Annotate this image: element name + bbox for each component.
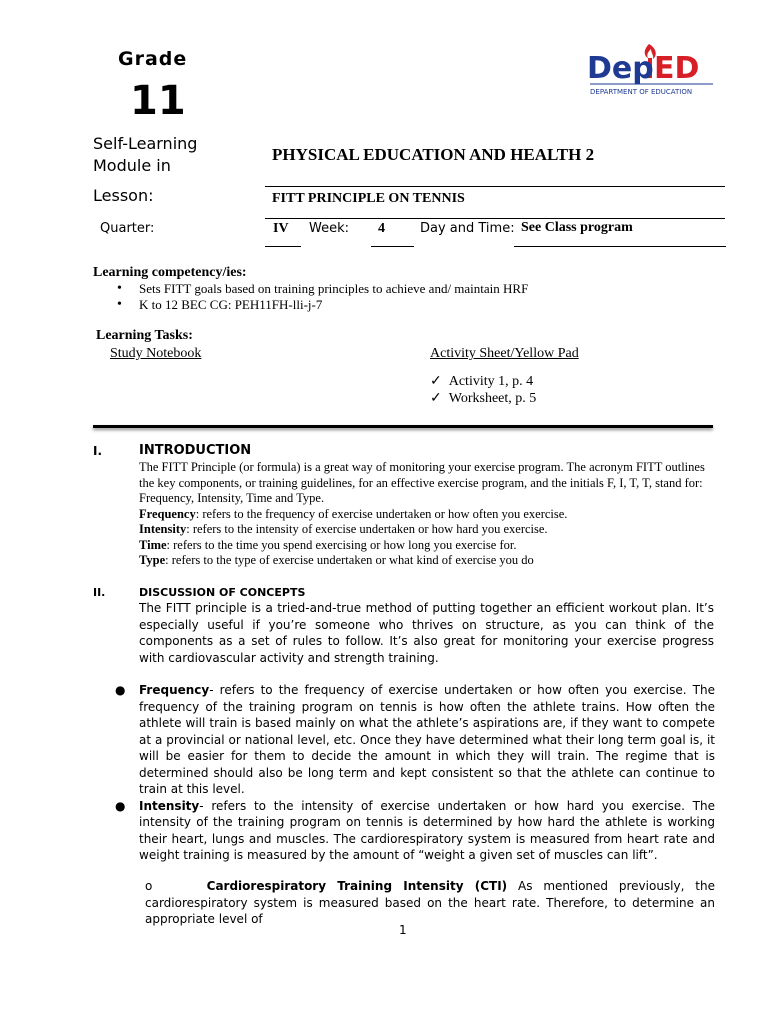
discussion-heading: DISCUSSION OF CONCEPTS [139, 586, 306, 599]
underline [265, 246, 301, 247]
check-icon: ✓ [430, 374, 442, 389]
section-number: II. [93, 586, 106, 599]
concept-list [115, 682, 715, 864]
competency-item: • Sets FITT goals based on training principles to achieve and/ maintain HRF [111, 281, 691, 297]
logo-text-dep: Dep [587, 51, 654, 86]
quarter-label: Quarter: [100, 221, 155, 236]
discussion-paragraph: The FITT principle is a tried-and-true method of putting together an efficient workout plan. It’s especially useful if you’re someone who thrives on structure, as you can think of the components as a set of rules to follow. It’s also great for monitoring your exercise progress with cardiovascular activity and strength training. [139, 601, 714, 665]
section-number: I. [93, 444, 103, 458]
day-time-label: Day and Time: [420, 221, 515, 236]
underline [371, 246, 414, 247]
logo-text-ed: ED [654, 51, 700, 86]
definition-line: Time: refers to the time you spend exercising or how long you exercise for. [139, 537, 517, 552]
grade-number: 11 [130, 78, 186, 124]
competency-item: • K to 12 BEC CG: PEH11FH-lli-j-7 [111, 297, 691, 313]
lesson-title: FITT PRINCIPLE ON TENNIS [272, 191, 465, 206]
quarter-value: IV [273, 221, 289, 236]
study-notebook-label: Study Notebook [110, 346, 202, 361]
definition-line: Frequency: refers to the frequency of exercise undertaken or how often you exercise. [139, 506, 568, 521]
subject-title: PHYSICAL EDUCATION AND HEALTH 2 [272, 145, 595, 164]
section-divider [93, 425, 713, 428]
divider-line [265, 218, 725, 219]
sub-bullet-marker: o [145, 879, 153, 893]
week-label: Week: [309, 221, 349, 236]
concept-item-intensity: ● Intensity- refers to the intensity of exercise undertaken or how hard you exercise. The intensity of the training program on tennis is determined by how hard the athlete is working their heart, lungs and muscles. The cardiorespiratory system is measured from heart rate and weight training is measured by the amount of “weight a given set of muscles can lift”. [115, 798, 715, 862]
task-checklist [430, 373, 536, 407]
lesson-label: Lesson: [93, 186, 154, 205]
module-label: Self-Learning Module in [93, 134, 198, 175]
introduction-body [139, 460, 719, 569]
competency-list [111, 281, 691, 313]
bullet-icon: ● [115, 683, 126, 697]
checklist-item: ✓ Activity 1, p. 4 [430, 374, 534, 389]
week-value: 4 [378, 221, 385, 236]
tasks-heading: Learning Tasks: [96, 328, 193, 343]
definition-line: Type: refers to the type of exercise undertaken or what kind of exercise you do [139, 553, 534, 567]
underline [514, 246, 726, 247]
concept-item-frequency: ● Frequency- refers to the frequency of exercise undertaken or how often you exercise. The frequency of the training program on tennis is how often the athlete trains. How often the athlete will train is based mainly on what the athlete’s aspirations are, if they want to compete at a provincial or national level, etc. Once they have determined what their long term goal is, it will be easier for them to decide the amount in which they will train. The regime that is determined should also be long term and kept consistent so that the athlete can continue to train at this level. [115, 683, 715, 796]
grade-label: Grade [118, 48, 188, 70]
deped-logo [585, 38, 720, 100]
divider-line [265, 186, 725, 187]
logo-subtitle: DEPARTMENT OF EDUCATION [590, 88, 693, 96]
deped-logo-graphic [585, 38, 720, 100]
activity-sheet-label: Activity Sheet/Yellow Pad [430, 346, 579, 361]
definition-line: Intensity: refers to the intensity of exercise undertaken or how hard you exercise. [139, 522, 548, 536]
day-time-value: See Class program [521, 220, 633, 235]
checklist-item: ✓ Worksheet, p. 5 [430, 391, 537, 406]
page-number: 1 [399, 923, 407, 937]
sub-concept-cti: o Cardiorespiratory Training Intensity (CTI) As mentioned previously, the cardiorespiratory system is measured based on the heart rate. Therefore, to determine an appropriate level of [145, 879, 715, 926]
bullet-icon: ● [115, 798, 126, 813]
introduction-heading: INTRODUCTION [139, 443, 252, 458]
competency-heading: Learning competency/ies: [93, 265, 247, 280]
introduction-paragraph: The FITT Principle (or formula) is a great way of monitoring your exercise program. The acronym FITT outlines the key components, or training guidelines, for an effective exercise program, and the initials F, I, T, T, stand for: Frequency, Intensity, Time and Type. [139, 460, 705, 505]
check-icon: ✓ [430, 391, 442, 406]
